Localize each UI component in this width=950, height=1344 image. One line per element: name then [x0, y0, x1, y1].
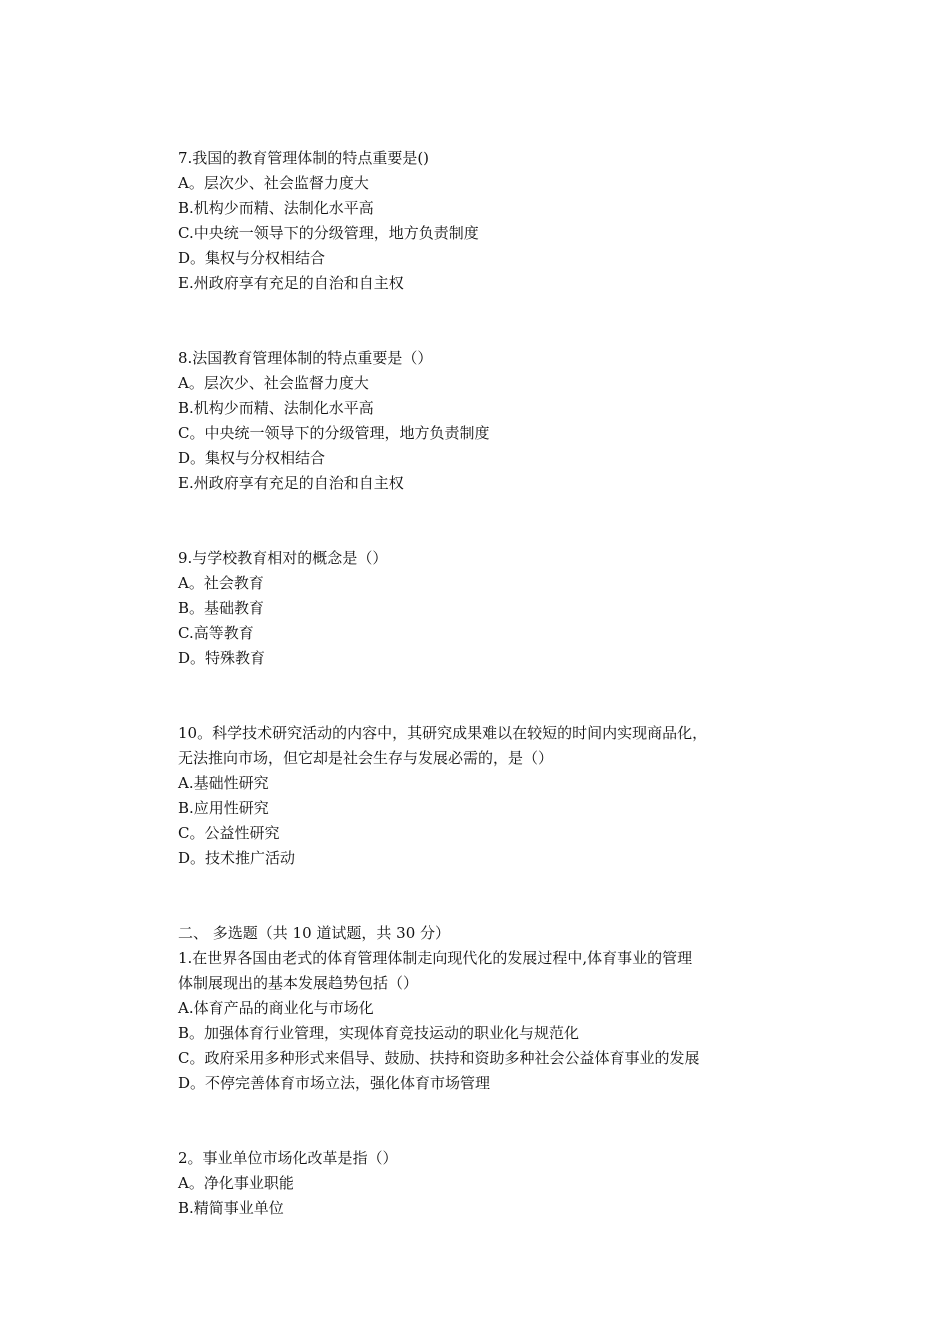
multi-question-1 [178, 946, 818, 1096]
question-stem: 7.我国的教育管理体制的特点重要是() [178, 149, 430, 167]
option-c: C。公益性研究 [178, 824, 280, 842]
question-stem: 2。事业单位市场化改革是指（） [178, 1149, 398, 1167]
option-d: D。不停完善体育市场立法，强化体育市场管理 [178, 1074, 491, 1092]
section-multiple-choice [178, 921, 818, 946]
question-stem-line-1: 10。科学技术研究活动的内容中，其研究成果难以在较短的时间内实现商品化， [178, 724, 708, 742]
question-stem: 8.法国教育管理体制的特点重要是（） [178, 349, 433, 367]
multi-question-2 [178, 1146, 818, 1221]
question-stem-line-2: 无法推向市场，但它却是社会生存与发展必需的，是（） [178, 749, 554, 767]
option-a: A。层次少、社会监督力度大 [178, 174, 369, 192]
question-stem-line-2: 体制展现出的基本发展趋势包括（） [178, 974, 419, 992]
option-e: E.州政府享有充足的自治和自主权 [178, 474, 404, 492]
option-a: A.基础性研究 [178, 774, 269, 792]
option-a: A。社会教育 [178, 574, 264, 592]
option-a: A。层次少、社会监督力度大 [178, 374, 369, 392]
option-c: C.中央统一领导下的分级管理，地方负责制度 [178, 224, 479, 242]
option-d: D。技术推广活动 [178, 849, 296, 867]
option-a: A.体育产品的商业化与市场化 [178, 999, 374, 1017]
question-stem: 9.与学校教育相对的概念是（） [178, 549, 388, 567]
question-7 [178, 146, 818, 296]
question-stem-line-1: 1.在世界各国由老式的体育管理体制走向现代化的发展过程中,体育事业的管理 [178, 949, 693, 967]
option-a: A。净化事业职能 [178, 1174, 294, 1192]
option-b: B.精简事业单位 [178, 1199, 284, 1217]
document-page [178, 146, 818, 1221]
question-8 [178, 346, 818, 496]
option-d: D。特殊教育 [178, 649, 266, 667]
option-c: C。中央统一领导下的分级管理，地方负责制度 [178, 424, 490, 442]
option-d: D。集权与分权相结合 [178, 449, 326, 467]
option-c: C.高等教育 [178, 624, 254, 642]
section-title: 二、 多选题（共 10 道试题，共 30 分） [178, 924, 451, 942]
option-c: C。政府采用多种形式来倡导、鼓励、扶持和资助多种社会公益体育事业的发展 [178, 1049, 700, 1067]
option-b: B.机构少而精、法制化水平高 [178, 399, 374, 417]
question-10 [178, 721, 818, 871]
question-9 [178, 546, 818, 671]
option-b: B.机构少而精、法制化水平高 [178, 199, 374, 217]
option-b: B。加强体育行业管理，实现体育竞技运动的职业化与规范化 [178, 1024, 580, 1042]
option-d: D。集权与分权相结合 [178, 249, 326, 267]
option-b: B.应用性研究 [178, 799, 269, 817]
option-e: E.州政府享有充足的自治和自主权 [178, 274, 404, 292]
option-b: B。基础教育 [178, 599, 265, 617]
